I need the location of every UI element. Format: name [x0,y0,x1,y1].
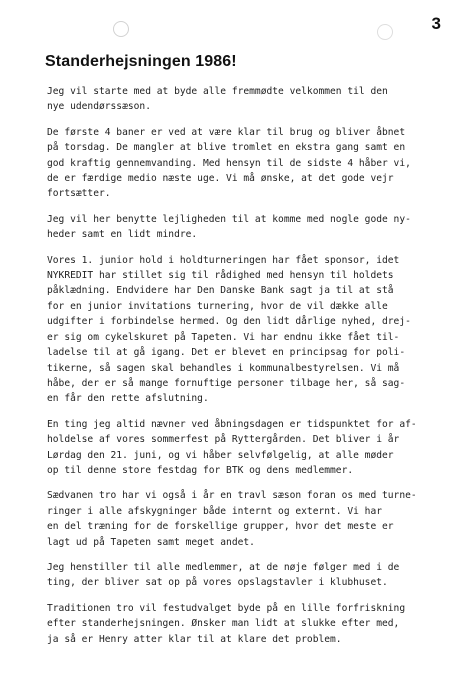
text-line: tikerne, så sagen skal behandles i kommunalbestyrelsen. Vi må [47,362,400,374]
paragraph-tournaments [47,488,462,550]
paragraph-news-intro [47,212,462,243]
text-line: en del træning for de forskellige grupper, hvor det meste er [47,521,394,533]
text-line: for en junior invitations turnering, hvor de vil dække alle [47,300,388,312]
text-line: påklædning. Endvidere har Den Danske Bank sagt ja til at stå [47,285,394,297]
text-line: lagt ud på Tapeten samt meget andet. [47,536,255,548]
text-line: fortsætter. [47,188,111,200]
article-title: Standerhejsningen 1986! [45,53,237,70]
text-line: de er færdige medio næste uge. Vi må ønske, at det gode vejr [47,173,394,185]
text-line: Vores 1. junior hold i holdturneringen har fået sponsor, idet [47,254,400,266]
paragraph-welcome [47,84,462,115]
page-number: 3 [431,14,441,33]
text-line: udgifter i forbindelse hermed. Og den lidt dårlige nyhed, drej- [47,316,411,328]
text-line: Traditionen tro vil festudvalget byde på en lille forfriskning [47,602,406,614]
text-line: Jeg vil starte med at byde alle fremmødte velkommen til den [47,86,388,97]
text-line: håbe, der er så mange fornuftige personer tilbage her, så sag- [47,377,406,389]
text-line: Jeg vil her benytte lejligheden til at komme med nogle gode ny- [47,213,411,225]
text-line: En ting jeg altid nævner ved åbningsdagen er tidspunktet for af- [47,418,417,430]
paragraph-courts [47,125,462,202]
paragraph-notice-boards [47,560,462,591]
punch-hole-right [377,24,393,40]
paragraph-summer-party [47,417,462,479]
text-line: ja så er Henry atter klar til at klare det problem. [47,633,342,645]
text-line: en får den rette afslutning. [47,393,209,405]
text-line: efter standerhejsningen. Ønsker man lidt at slukke efter med, [47,618,400,630]
paragraph-refreshments [47,601,462,647]
text-line: god kraftig gennemvanding. Med hensyn til de sidste 4 håber vi, [47,157,411,169]
text-line: NYKREDIT har stillet sig til rådighed med hensyn til holdets [47,270,394,282]
text-line: Lørdag den 21. juni, og vi håber selvfølgelig, at alle møder [47,449,394,461]
text-line: heder samt en lidt mindre. [47,229,198,241]
text-line: holdelse af vores sommerfest på Ryttergården. Det bliver i år [47,434,400,446]
text-line: på torsdag. De mangler at blive tromlet en ekstra gang samt en [47,142,406,154]
text-line: er sig om cykelskuret på Tapeten. Vi har endnu ikke fået til- [47,331,400,343]
text-line: De første 4 baner er ved at være klar til brug og bliver åbnet [47,126,406,138]
text-line: Jeg henstiller til alle medlemmer, at de nøje følger med i de [47,561,400,573]
text-line: Sædvanen tro har vi også i år en travl sæson foran os med turne- [47,490,417,502]
paragraph-sponsors [47,253,462,407]
text-line: ting, der bliver sat op på vores opslagstavler i klubhuset. [47,577,388,589]
punch-hole-left [113,21,129,37]
text-line: ringer i alle afskygninger både internt og externt. Vi har [47,505,383,517]
article-body [47,84,462,657]
text-line: ladelse til at gå igang. Det er blevet en principsag for poli- [47,347,406,359]
text-line: op til denne store festdag for BTK og dens medlemmer. [47,464,354,476]
text-line: nye udendørssæson. [47,101,151,113]
